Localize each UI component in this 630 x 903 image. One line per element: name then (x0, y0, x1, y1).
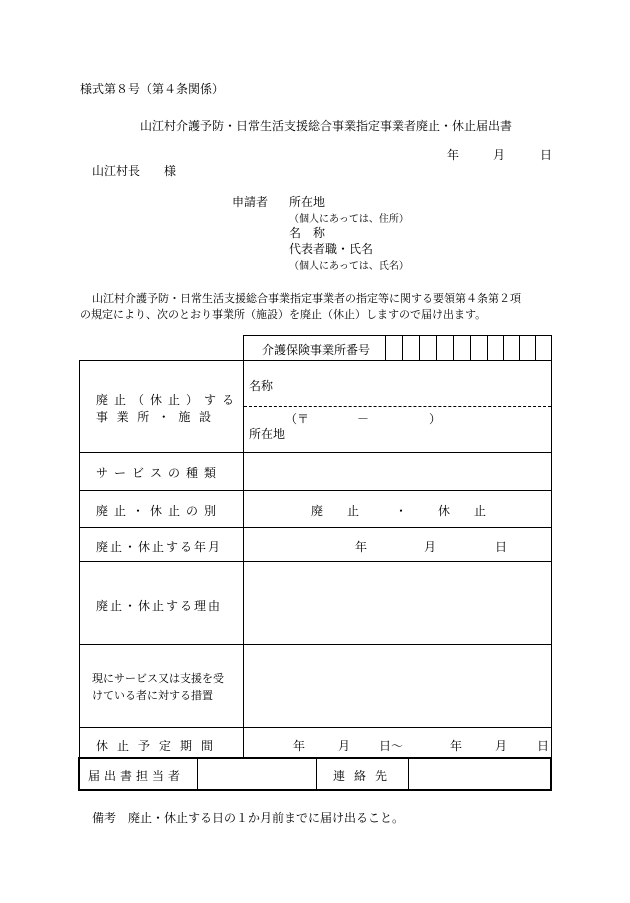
date-day: 日 (540, 148, 553, 162)
row-type-label: 廃止・休止の別 (96, 504, 223, 518)
measure-field[interactable] (245, 646, 549, 725)
facility-address-field[interactable] (290, 424, 548, 450)
period-start-year: 年 (293, 739, 306, 753)
applicant-address-label: 所在地 (289, 195, 326, 209)
period-start-month: 月 (338, 739, 351, 753)
facility-name-field[interactable] (290, 366, 548, 402)
body-text-line2: の規定により、次のとおり事業所（施設）を廃止（休止）しますので届け出ます。 (80, 308, 487, 321)
row-facility-label-1: 廃止（休止）する (96, 393, 241, 407)
row-service-label: サービスの種類 (96, 466, 223, 480)
contact-person-label: 届出書担当者 (88, 769, 185, 783)
body-text-line1: 山江村介護予防・日常生活支援総合事業指定事業者の指定等に関する要領第４条第２項 (92, 292, 521, 305)
row-date-label: 廃止・休止する年月 (96, 540, 223, 554)
period-start-day: 日～ (379, 739, 404, 753)
service-type-field[interactable] (245, 454, 549, 488)
contact-label: 連絡先 (333, 769, 397, 783)
applicant-label: 申請者 (232, 195, 269, 209)
date-year: 年 (447, 148, 460, 162)
period-end-day: 日 (537, 739, 550, 753)
abolish-date-month: 月 (424, 540, 437, 554)
addressee: 山江村長 様 (92, 164, 177, 178)
document-title: 山江村介護予防・日常生活支援総合事業指定事業者廃止・休止届出書 (140, 119, 513, 133)
postal-code-mark: （〒 － ） (285, 412, 442, 426)
office-number-field[interactable] (386, 337, 550, 359)
form-number: 様式第８号（第４条関係） (80, 82, 225, 96)
contact-field[interactable] (410, 760, 549, 788)
row-measure-label-1: 現にサービス又は支援を受 (92, 672, 224, 685)
abolish-date-day: 日 (495, 540, 508, 554)
office-number-label: 介護保険事業所番号 (262, 343, 371, 357)
row-period-label: 休止予定期間 (96, 739, 223, 753)
row-facility-label-2: 事業所・施設 (96, 410, 220, 424)
reason-field[interactable] (245, 563, 549, 642)
type-suspend-option[interactable]: 休 止 (438, 504, 487, 518)
facility-name-label: 名称 (249, 379, 274, 393)
applicant-address-note: （個人にあっては、住所） (289, 214, 409, 225)
row-measure-label-2: けている者に対する措置 (92, 689, 213, 702)
type-abolish-option[interactable]: 廃 止 (311, 504, 360, 518)
date-month: 月 (493, 148, 506, 162)
period-end-month: 月 (495, 739, 508, 753)
note: 備考 廃止・休止する日の１か月前までに届け出ること。 (92, 811, 405, 825)
applicant-name-label: 名 称 (289, 226, 326, 240)
period-end-year: 年 (450, 739, 463, 753)
abolish-date-year: 年 (355, 540, 368, 554)
applicant-rep-note: （個人にあっては、氏名） (289, 261, 409, 272)
facility-address-label: 所在地 (249, 427, 286, 441)
type-separator: ・ (395, 504, 408, 518)
contact-person-field[interactable] (199, 760, 315, 788)
row-reason-label: 廃止・休止する理由 (96, 599, 223, 613)
applicant-rep-label: 代表者職・氏名 (289, 242, 374, 256)
